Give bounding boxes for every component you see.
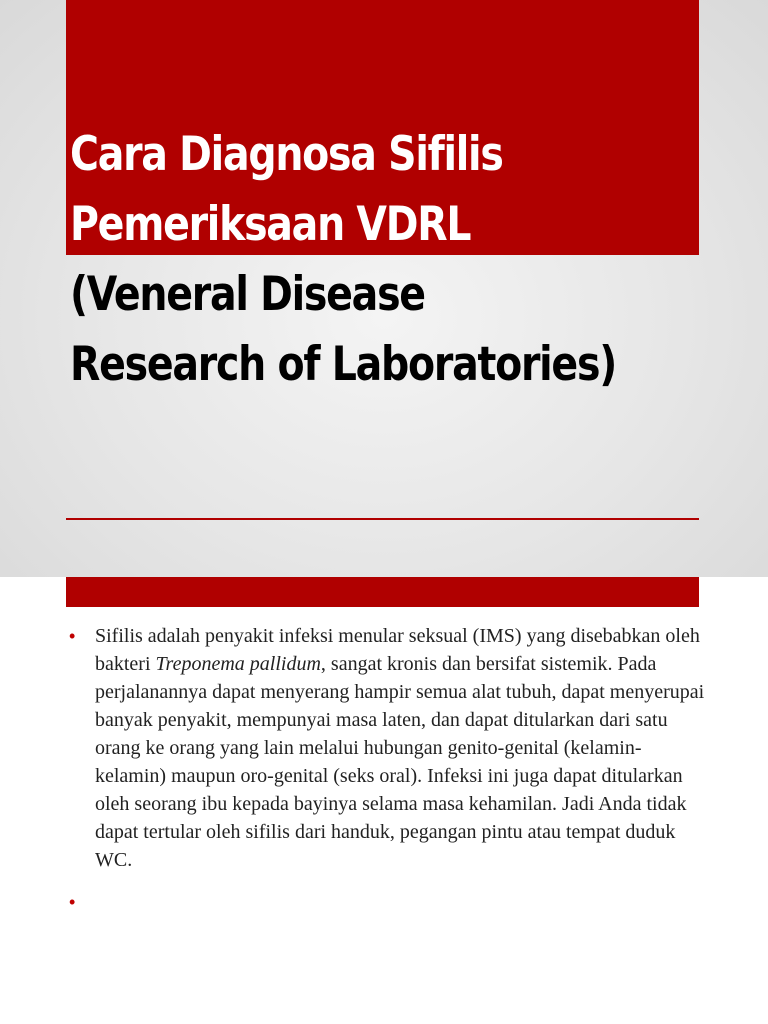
slide-title: [70, 120, 641, 400]
title-divider-line: [66, 518, 699, 520]
title-line-3: (Veneral Disease: [70, 267, 425, 322]
paragraph-text-end: , sangat kronis dan bersifat sistemik. Pada perjalanannya dapat menyerang hampir semua alat tubuh, dapat menyerupai banyak penyakit, mempunyai masa laten, dan dapat ditularkan dari satu orang ke orang yang lain melalui hubungan genito-genital (kelamin-kelamin) maupun oro-genital (seks oral). Infeksi ini juga dapat ditularkan oleh seorang ibu kepada bayinya selama masa kehamilan. Jadi Anda tidak dapat tertular oleh sifilis dari handuk, pegangan pintu atau tempat duduk WC.: [95, 653, 705, 871]
empty-bullet-item: [66, 888, 706, 916]
title-line-1: Cara Diagnosa Sifilis: [70, 127, 503, 182]
bullet-dot-icon: •: [69, 892, 76, 912]
title-line-2: Pemeriksaan VDRL: [70, 197, 471, 252]
paragraph-text-start: Sifilis adalah penyakit infeksi menular seksual (IMS) yang disebabkan oleh bakteri: [95, 625, 700, 675]
title-line-4: Research of Laboratories): [70, 337, 616, 392]
bullet-item: [66, 622, 706, 874]
content-accent-band: [66, 577, 699, 607]
bullet-dot-icon: •: [69, 626, 76, 646]
bullet-list: [66, 622, 706, 916]
paragraph-italic-term: Treponema pallidum: [155, 653, 321, 675]
